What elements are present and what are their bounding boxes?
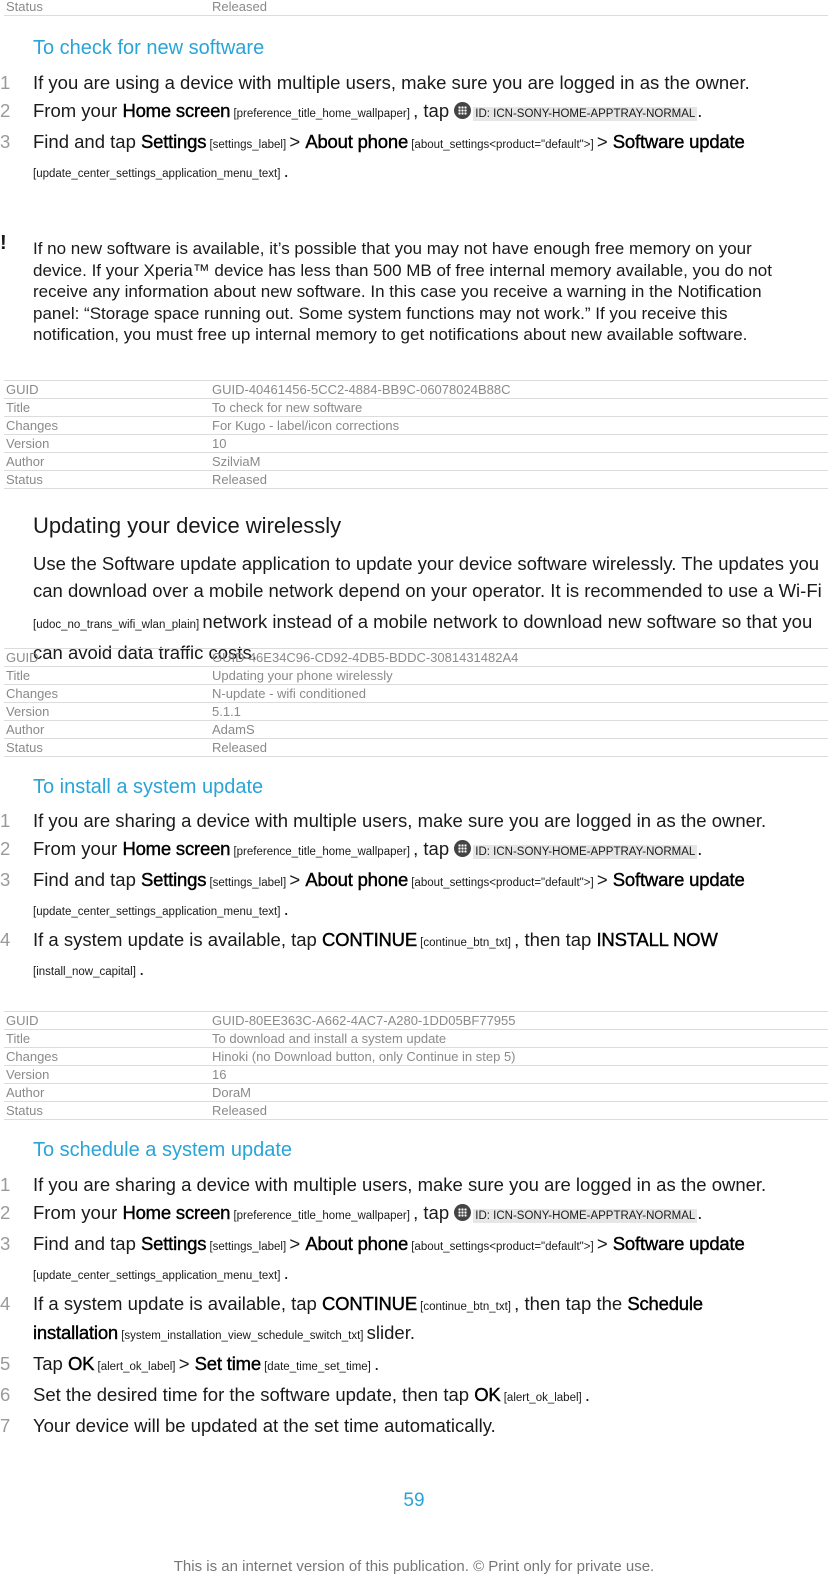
meta-value: 10	[212, 436, 227, 451]
note-low-memory: If no new software is available, it’s possible that you may not have enough free memory on your device. If your Xperia™ device has less than 500 MB of free internal memory available, you do not receive any information about new software. In this case you receive a warning in the Notification panel: “Storage space running out. Some system functions may not work.” If you receive this notification, you must free up internal memory to get notifications about new available software.	[33, 239, 772, 344]
meta-key: Title	[6, 400, 31, 415]
meta-key: Author	[6, 722, 45, 737]
step-number: 4	[0, 1293, 11, 1314]
step-number: 4	[0, 929, 11, 950]
step-text: .	[139, 958, 145, 979]
step-text: From your	[33, 100, 123, 121]
meta-value: Released	[212, 472, 267, 487]
meta-key: Title	[6, 668, 31, 683]
home-screen-label: Home screen	[122, 100, 231, 121]
meta-value: DoraM	[212, 1085, 252, 1100]
meta-key: Version	[6, 704, 50, 719]
home-screen-label: Home screen	[122, 1202, 231, 1223]
step-text: .	[283, 160, 289, 181]
meta-row	[4, 471, 828, 489]
meta-table-top	[4, 0, 828, 16]
meta-key: GUID	[6, 650, 39, 665]
string-id-tag: [system_installation_view_schedule_switch_txt]	[118, 1330, 367, 1342]
string-id-tag: [alert_ok_label]	[94, 1361, 179, 1373]
step-text: From your	[33, 1202, 123, 1223]
meta-value: Released	[212, 740, 267, 755]
step-item	[0, 836, 773, 865]
string-id-tag: [about_settings<product="default">]	[408, 877, 597, 889]
string-id-tag: [preference_title_home_wallpaper]	[230, 108, 414, 120]
step-number: 7	[0, 1415, 11, 1436]
meta-row	[4, 1012, 828, 1030]
step-text: If you are using a device with multiple users, make sure you are logged in as the owner.	[33, 72, 750, 93]
meta-row	[4, 435, 828, 453]
meta-row	[4, 1048, 828, 1066]
path-separator: >	[289, 869, 306, 890]
step-text: , tap	[413, 100, 455, 121]
string-id-tag: [settings_label]	[206, 877, 290, 889]
meta-key: GUID	[6, 1013, 39, 1028]
step-text: Tap	[33, 1353, 68, 1374]
install-now-label: INSTALL NOW	[596, 929, 718, 950]
ok-label: OK	[474, 1384, 501, 1405]
string-id-tag: [continue_btn_txt]	[416, 937, 515, 949]
footer-notice: This is an internet version of this publication. © Print only for private use.	[173, 1558, 655, 1575]
icon-id-tag: ID: ICN-SONY-HOME-APPTRAY-NORMAL	[475, 108, 696, 120]
meta-key: Changes	[6, 686, 59, 701]
step-item	[0, 867, 773, 925]
continue-label: CONTINUE	[321, 1293, 417, 1314]
meta-key: Status	[6, 0, 43, 14]
meta-value: Updating your phone wirelessly	[212, 668, 393, 683]
page-number: 59	[403, 1490, 425, 1511]
meta-value: For Kugo - label/icon corrections	[212, 418, 400, 433]
meta-key: Version	[6, 436, 50, 451]
meta-key: Version	[6, 1067, 50, 1082]
step-item	[0, 1291, 773, 1349]
step-number: 1	[0, 72, 11, 93]
meta-key: Author	[6, 1085, 45, 1100]
meta-value: To check for new software	[212, 400, 363, 415]
step-number: 3	[0, 131, 11, 152]
settings-label: Settings	[141, 1233, 207, 1254]
icon-id-tag: ID: ICN-SONY-HOME-APPTRAY-NORMAL	[475, 1210, 696, 1222]
meta-row	[4, 399, 828, 417]
step-item	[0, 98, 773, 127]
step-number: 1	[0, 1174, 11, 1195]
meta-row	[4, 381, 828, 399]
step-text: If a system update is available, tap	[33, 929, 322, 950]
step-item	[0, 1200, 773, 1229]
meta-value: 5.1.1	[212, 704, 241, 719]
about-phone-label: About phone	[305, 869, 409, 890]
step-text: , then tap	[514, 929, 597, 950]
meta-row	[4, 1084, 828, 1102]
meta-row	[4, 453, 828, 471]
step-item	[0, 1172, 773, 1198]
software-update-label: Software update	[612, 131, 745, 152]
step-item	[0, 129, 773, 187]
heading-update-wirelessly: Updating your device wirelessly	[33, 513, 342, 538]
step-text: .	[283, 898, 289, 919]
string-id-tag: [settings_label]	[206, 1241, 290, 1253]
meta-value: N-update - wifi conditioned	[212, 686, 366, 701]
step-number: 2	[0, 1202, 11, 1223]
path-separator: >	[596, 131, 613, 152]
step-number: 2	[0, 838, 11, 859]
path-separator: >	[596, 1233, 613, 1254]
steps-schedule-update	[0, 1172, 828, 1441]
steps-check-software	[0, 70, 828, 189]
heading-schedule-update: To schedule a system update	[33, 1139, 293, 1161]
meta-value: To download and install a system update	[212, 1031, 447, 1046]
meta-table-wireless	[4, 648, 828, 757]
path-separator: >	[289, 131, 306, 152]
meta-row	[4, 703, 828, 721]
step-number: 5	[0, 1353, 11, 1374]
meta-value: 16	[212, 1067, 227, 1082]
step-item	[0, 1382, 773, 1411]
step-text: If you are sharing a device with multiple users, make sure you are logged in as the owner.	[33, 1174, 767, 1195]
meta-key: Status	[6, 472, 43, 487]
step-item	[0, 927, 773, 985]
string-id-tag: [update_center_settings_application_menu_text]	[33, 1270, 284, 1282]
meta-key: Status	[6, 1103, 43, 1118]
settings-label: Settings	[141, 131, 207, 152]
app-tray-icon	[454, 102, 471, 119]
step-item	[0, 1231, 773, 1289]
string-id-tag: [preference_title_home_wallpaper]	[230, 1210, 414, 1222]
meta-row	[4, 667, 828, 685]
meta-row	[4, 721, 828, 739]
string-id-tag: [continue_btn_txt]	[416, 1301, 515, 1313]
meta-value: GUID-46E34C96-CD92-4DB5-BDDC-3081431482A4	[212, 650, 519, 665]
step-number: 3	[0, 869, 11, 890]
meta-row	[4, 1066, 828, 1084]
about-phone-label: About phone	[305, 131, 409, 152]
step-text: , then tap the	[514, 1293, 628, 1314]
meta-row	[4, 0, 828, 16]
schedule-installation-label: Schedule installation	[33, 1293, 703, 1343]
string-id-tag: [about_settings<product="default">]	[408, 139, 597, 151]
meta-value: GUID-40461456-5CC2-4884-BB9C-06078024B88C	[212, 382, 511, 397]
meta-row	[4, 1102, 828, 1120]
step-item	[0, 1413, 773, 1439]
set-time-label: Set time	[194, 1353, 261, 1374]
string-id-tag: [preference_title_home_wallpaper]	[230, 846, 414, 858]
string-id-tag: [about_settings<product="default">]	[408, 1241, 597, 1253]
step-text: slider.	[366, 1322, 415, 1343]
step-text: , tap	[413, 838, 455, 859]
meta-value: SzilviaM	[212, 454, 261, 469]
step-item	[0, 1351, 773, 1380]
meta-row	[4, 649, 828, 667]
step-text: From your	[33, 838, 123, 859]
meta-table-check	[4, 380, 828, 489]
meta-table-install	[4, 1011, 828, 1120]
step-text: , tap	[413, 1202, 455, 1223]
paragraph-text: network instead of a mobile network to download new software so that you can avoid data traffic costs.	[33, 611, 813, 663]
step-item	[0, 70, 773, 96]
meta-row	[4, 1030, 828, 1048]
step-text: Your device will be updated at the set time automatically.	[33, 1415, 496, 1436]
home-screen-label: Home screen	[122, 838, 231, 859]
meta-key: Status	[6, 740, 43, 755]
meta-row	[4, 739, 828, 757]
meta-value: Hinoki (no Download button, only Continue in step 5)	[212, 1049, 516, 1064]
step-text: .	[283, 1262, 289, 1283]
icon-id-tag: ID: ICN-SONY-HOME-APPTRAY-NORMAL	[475, 846, 696, 858]
meta-value: Released	[212, 1103, 267, 1118]
ok-label: OK	[67, 1353, 95, 1374]
step-text: .	[584, 1384, 591, 1405]
step-text: If a system update is available, tap	[33, 1293, 322, 1314]
about-phone-label: About phone	[305, 1233, 409, 1254]
string-id-tag: [install_now_capital]	[33, 966, 140, 978]
step-number: 1	[0, 810, 11, 831]
path-separator: >	[289, 1233, 306, 1254]
heading-check-software: To check for new software	[33, 37, 265, 59]
step-number: 2	[0, 100, 11, 121]
step-text: Find and tap	[33, 1233, 141, 1254]
meta-key: Title	[6, 1031, 31, 1046]
step-text: Find and tap	[33, 131, 141, 152]
step-text: .	[697, 100, 703, 121]
path-separator: >	[596, 869, 613, 890]
app-tray-icon	[454, 840, 471, 857]
warning-icon: !	[0, 232, 7, 254]
meta-value: AdamS	[212, 722, 255, 737]
meta-key: Changes	[6, 1049, 59, 1064]
software-update-label: Software update	[612, 1233, 745, 1254]
string-id-tag: [alert_ok_label]	[500, 1392, 585, 1404]
continue-label: CONTINUE	[321, 929, 417, 950]
step-text: .	[697, 838, 703, 859]
meta-value: GUID-80EE363C-A662-4AC7-A280-1DD05BF77955	[212, 1013, 516, 1028]
step-number: 3	[0, 1233, 11, 1254]
step-text: .	[697, 1202, 703, 1223]
meta-row	[4, 417, 828, 435]
string-id-tag: [date_time_set_time]	[260, 1361, 375, 1373]
meta-key: GUID	[6, 382, 39, 397]
step-item	[0, 808, 773, 834]
steps-install-update	[0, 808, 828, 987]
software-update-label: Software update	[612, 869, 745, 890]
paragraph-text: Use the Software update application to update your device software wirelessly. The updates you can download over a mobile network depend on your operator. It is recommended to use a Wi-Fi	[33, 553, 822, 601]
step-number: 6	[0, 1384, 11, 1405]
step-text: Set the desired time for the software update, then tap	[33, 1384, 475, 1405]
string-id-tag: [update_center_settings_application_menu_text]	[33, 168, 284, 180]
step-text: If you are sharing a device with multiple users, make sure you are logged in as the owner.	[33, 810, 767, 831]
string-id-tag: [update_center_settings_application_menu_text]	[33, 906, 284, 918]
heading-install-update: To install a system update	[33, 776, 264, 798]
meta-key: Author	[6, 454, 45, 469]
settings-label: Settings	[141, 869, 207, 890]
meta-value: Released	[212, 0, 267, 14]
string-id-tag: [udoc_no_trans_wifi_wlan_plain]	[33, 619, 203, 631]
path-separator: >	[178, 1353, 195, 1374]
app-tray-icon	[454, 1204, 471, 1221]
meta-key: Changes	[6, 418, 59, 433]
step-text: .	[374, 1353, 380, 1374]
step-text: Find and tap	[33, 869, 141, 890]
meta-row	[4, 685, 828, 703]
string-id-tag: [settings_label]	[206, 139, 290, 151]
